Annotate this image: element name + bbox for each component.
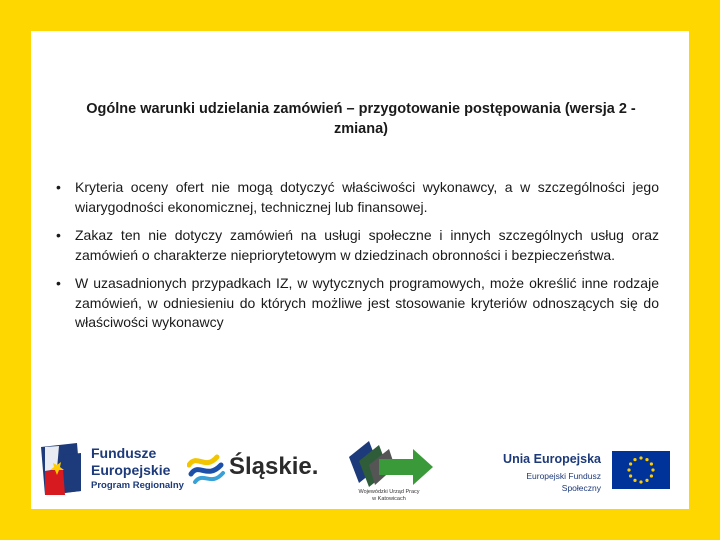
wup-katowice-logo: [339, 437, 439, 507]
ue-line1: Unia Europejska: [503, 452, 601, 466]
ue-line2: Europejski Fundusz Społeczny: [526, 471, 601, 493]
wup-arrow-icon: [339, 437, 439, 489]
bullet-list: [53, 178, 659, 342]
wup-line2: w Katowicach: [372, 496, 406, 502]
slaskie-logo: [187, 451, 317, 487]
eu-flag-icon: [612, 451, 670, 489]
fundusze-line3: Program Regionalny: [91, 480, 184, 491]
bullet-item: • Kryteria oceny ofert nie mogą dotyczyć właściwości wykonawcy, a w szczególności jego wiarygodności ekonomicznej, technicznej lub finansowej.: [53, 178, 659, 217]
wup-line1: Wojewódzki Urząd Pracy: [358, 489, 420, 495]
slaskie-wave-icon: [187, 451, 227, 487]
bullet-item: • Zakaz ten nie dotyczy zamówień na usługi społeczne i innych szczególnych usług oraz zamówień o charakterze niepriorytetowym w dziedzinach obronności i bezpieczeństwa.: [53, 226, 659, 265]
logo-bar: [31, 431, 689, 506]
slide: [31, 31, 689, 509]
fundusze-europejskie-logo: [37, 441, 187, 499]
bullet-item: • W uzasadnionych przypadkach IZ, w wytycznych programowych, może określić inne rodzaje zamówień, w odniesieniu do których możliwe jest stosowanie kryteriów odnoszących się do właściwości wykonawcy: [53, 274, 659, 333]
slaskie-text: Śląskie.: [229, 453, 319, 480]
fundusze-europejskie-emblem-icon: [37, 441, 87, 499]
fundusze-line1: Fundusze: [91, 445, 157, 461]
unia-europejska-logo: [499, 447, 679, 491]
fundusze-line2: Europejskie: [91, 462, 171, 478]
slide-title: Ogólne warunki udzielania zamówień – przygotowanie postępowania (wersja 2 - zmiana): [86, 101, 636, 137]
